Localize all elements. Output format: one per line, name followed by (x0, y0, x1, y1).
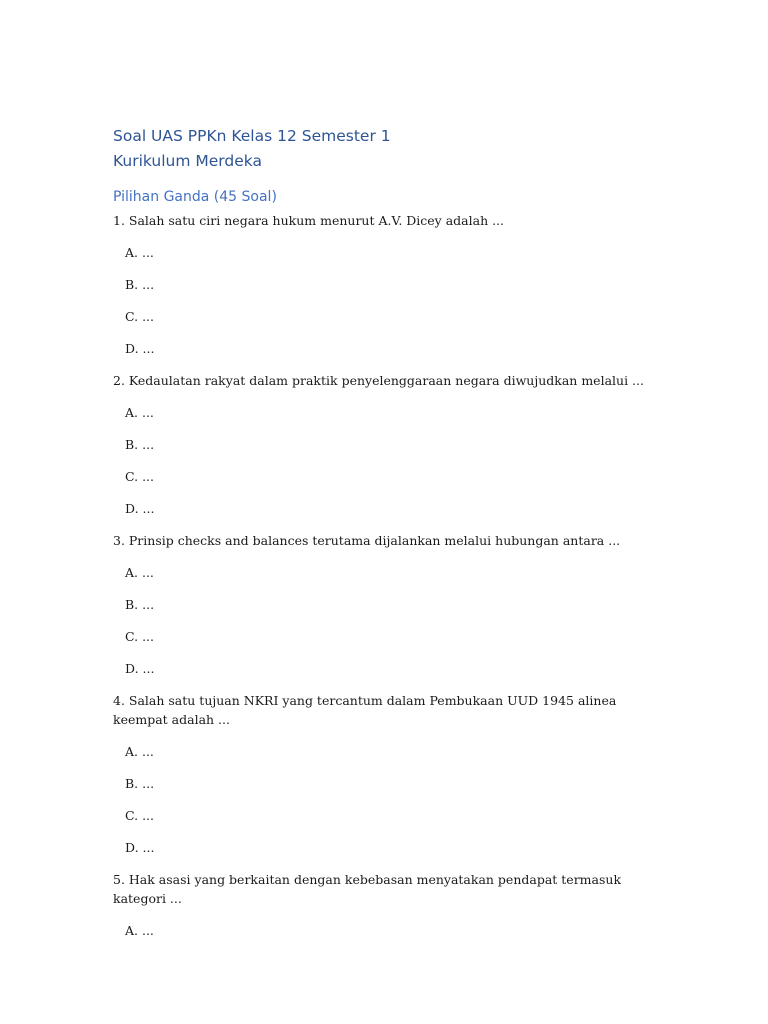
question-item (113, 211, 768, 358)
option-list (113, 563, 768, 678)
option-item: D. ... (125, 840, 155, 855)
option-item: B. ... (125, 776, 155, 791)
question-item (113, 371, 768, 518)
document-title (113, 124, 768, 174)
option-item: A. ... (125, 245, 154, 260)
question-item (113, 691, 768, 857)
option-item: D. ... (125, 501, 155, 516)
question-list (113, 211, 768, 940)
option-item: A. ... (125, 405, 154, 420)
option-list (113, 742, 768, 857)
option-item: B. ... (125, 437, 155, 452)
title-line-1: Soal UAS PPKn Kelas 12 Semester 1 (113, 127, 391, 145)
option-item: C. ... (125, 629, 154, 644)
option-item: B. ... (125, 277, 155, 292)
option-item: D. ... (125, 661, 155, 676)
question-text: 2. Kedaulatan rakyat dalam praktik penyelenggaraan negara diwujudkan melalui ... (113, 373, 644, 388)
option-item: C. ... (125, 808, 154, 823)
option-list (113, 921, 768, 940)
option-item: C. ... (125, 469, 154, 484)
option-item: A. ... (125, 923, 154, 938)
question-text: 3. Prinsip checks and balances terutama dijalankan melalui hubungan antara ... (113, 533, 621, 548)
question-item (113, 870, 768, 940)
question-item (113, 531, 768, 678)
title-line-2: Kurikulum Merdeka (113, 152, 262, 170)
option-item: D. ... (125, 341, 155, 356)
question-text: 5. Hak asasi yang berkaitan dengan kebebasan menyatakan pendapat termasuk kategori ... (113, 872, 622, 906)
option-item: C. ... (125, 309, 154, 324)
question-text: 1. Salah satu ciri negara hukum menurut A.V. Dicey adalah ... (113, 213, 505, 228)
option-list (113, 243, 768, 358)
question-text: 4. Salah satu tujuan NKRI yang tercantum dalam Pembukaan UUD 1945 alinea keempat adalah ... (113, 693, 617, 727)
section-heading: Pilihan Ganda (45 Soal) (113, 189, 277, 205)
option-item: A. ... (125, 744, 154, 759)
option-list (113, 403, 768, 518)
option-item: B. ... (125, 597, 155, 612)
option-item: A. ... (125, 565, 154, 580)
